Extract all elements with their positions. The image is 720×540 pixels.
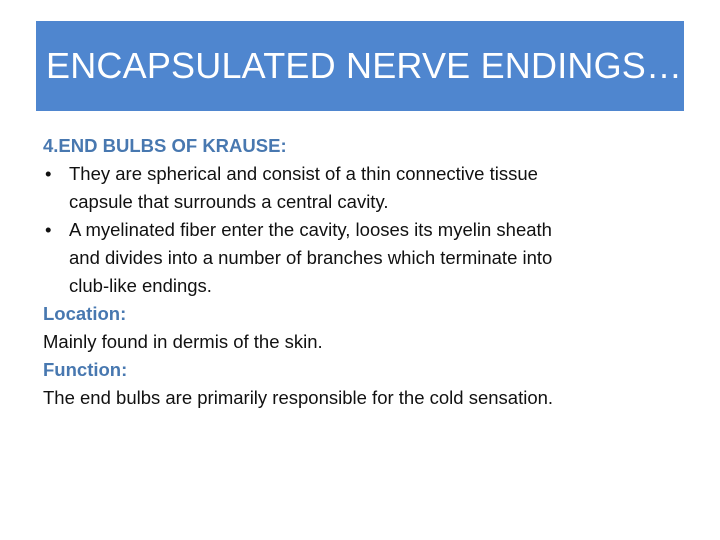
bullet-line: A myelinated fiber enter the cavity, looses its myelin sheath: [69, 219, 552, 240]
function-text: The end bulbs are primarily responsible for the cold sensation.: [43, 387, 554, 408]
bullet-text: [69, 216, 683, 300]
bullet-line: They are spherical and consist of a thin connective tissue: [69, 163, 538, 184]
function-heading: Function:: [43, 359, 128, 380]
bullet-line: capsule that surrounds a central cavity.: [69, 191, 389, 212]
section-heading: 4.END BULBS OF KRAUSE:: [43, 135, 287, 156]
slide-content: [43, 132, 683, 412]
slide-title: ENCAPSULATED NERVE ENDINGS….: [46, 45, 693, 86]
bullet-item: [43, 160, 683, 216]
location-heading: Location:: [43, 303, 127, 324]
bullet-icon: •: [45, 163, 52, 184]
bullet-line: and divides into a number of branches which terminate into: [69, 247, 553, 268]
bullet-text: [69, 160, 683, 216]
bullet-line: club-like endings.: [69, 275, 212, 296]
bullet-item: [43, 216, 683, 300]
title-bar: [36, 21, 693, 111]
bullet-icon: •: [45, 219, 52, 240]
location-text: Mainly found in dermis of the skin.: [43, 331, 323, 352]
